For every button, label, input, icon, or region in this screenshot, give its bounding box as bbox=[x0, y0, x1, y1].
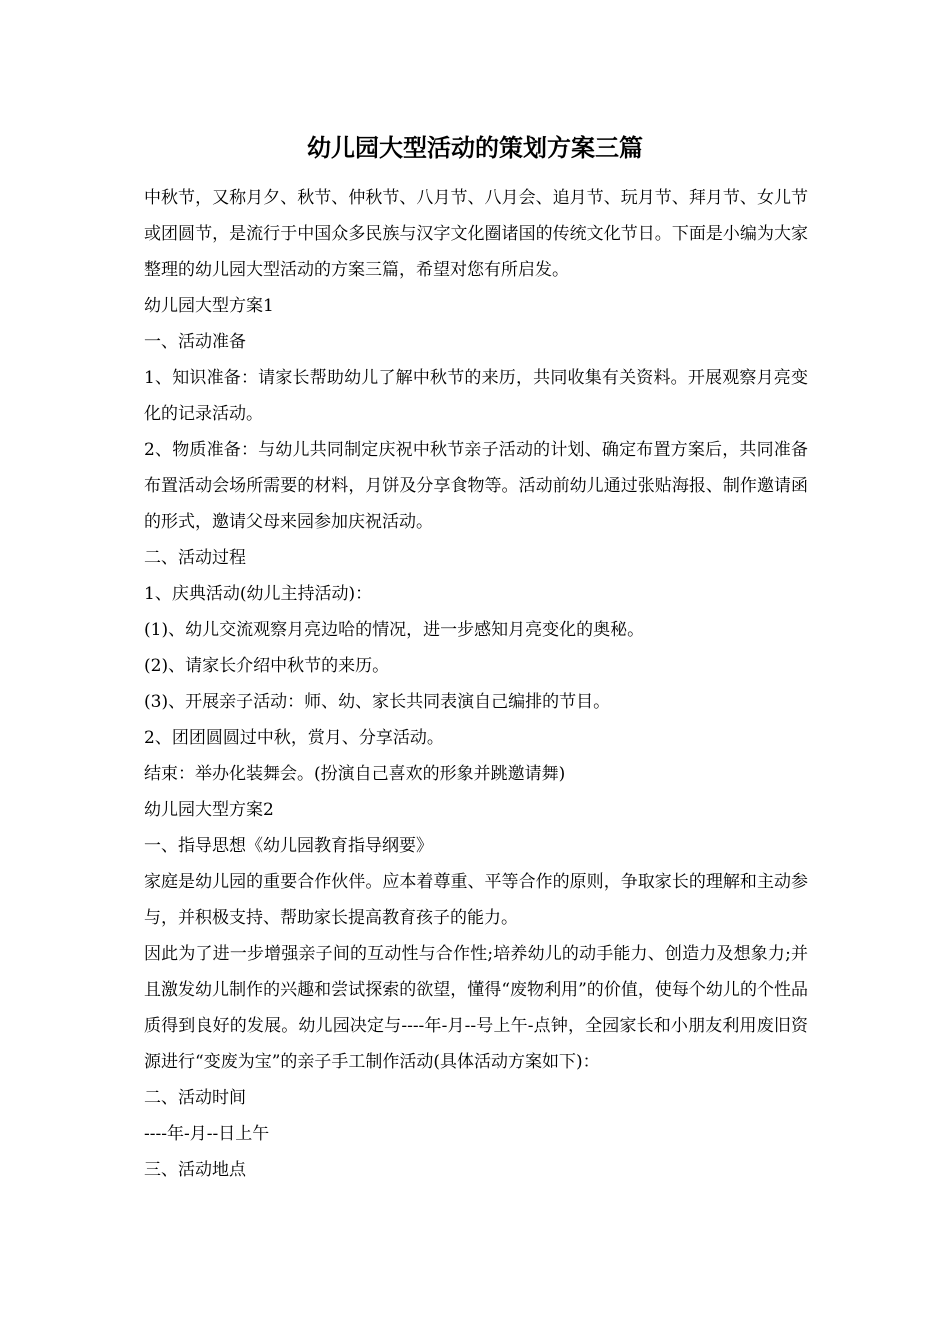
subsection-heading: 一、指导思想《幼儿园教育指导纲要》 bbox=[144, 836, 433, 856]
document-title: 幼儿园大型活动的策划方案三篇 bbox=[307, 133, 643, 162]
paragraph: 结束：举办化装舞会。(扮演自己喜欢的形象并跳邀请舞) bbox=[144, 764, 566, 784]
paragraph: ----年-月--日上午 bbox=[144, 1124, 270, 1144]
paragraph: 2、物质准备：与幼儿共同制定庆祝中秋节亲子活动的计划、确定布置方案后，共同准备布置活动会场所需要的材料，月饼及分享食物等。活动前幼儿通过张贴海报、制作邀请函的形式，邀请父母来园参加庆祝活动。 bbox=[144, 440, 808, 532]
paragraph: 1、庆典活动(幼儿主持活动)： bbox=[144, 584, 373, 604]
subsection-heading: 一、活动准备 bbox=[144, 332, 246, 352]
section-heading: 幼儿园大型方案2 bbox=[144, 800, 274, 820]
paragraph: 2、团团圆圆过中秋，赏月、分享活动。 bbox=[144, 728, 444, 748]
paragraph: (1)、幼儿交流观察月亮边哈的情况，进一步感知月亮变化的奥秘。 bbox=[144, 620, 645, 640]
subsection-heading: 三、活动地点 bbox=[144, 1160, 246, 1180]
subsection-heading: 二、活动时间 bbox=[144, 1088, 246, 1108]
intro-paragraph: 中秋节，又称月夕、秋节、仲秋节、八月节、八月会、追月节、玩月节、拜月节、女儿节或团圆节，是流行于中国众多民族与汉字文化圈诸国的传统文化节日。下面是小编为大家整理的幼儿园大型活动的方案三篇，希望对您有所启发。 bbox=[144, 188, 808, 280]
paragraph: 因此为了进一步增强亲子间的互动性与合作性;培养幼儿的动手能力、创造力及想象力;并且激发幼儿制作的兴趣和尝试探索的欲望，懂得“废物利用”的价值，使每个幼儿的个性品质得到良好的发展。幼儿园决定与----年-月--号上午-点钟，全园家长和小朋友利用废旧资源进行“变废为宝”的亲子手工制作活动(具体活动方案如下)： bbox=[144, 944, 808, 1072]
paragraph: (3)、开展亲子活动：师、幼、家长共同表演自己编排的节目。 bbox=[144, 692, 611, 712]
subsection-heading: 二、活动过程 bbox=[144, 548, 246, 568]
paragraph: 1、知识准备：请家长帮助幼儿了解中秋节的来历，共同收集有关资料。开展观察月亮变化的记录活动。 bbox=[144, 368, 808, 424]
paragraph: (2)、请家长介绍中秋节的来历。 bbox=[144, 656, 390, 676]
paragraph: 家庭是幼儿园的重要合作伙伴。应本着尊重、平等合作的原则，争取家长的理解和主动参与，并积极支持、帮助家长提高教育孩子的能力。 bbox=[144, 872, 808, 928]
section-heading: 幼儿园大型方案1 bbox=[144, 296, 274, 316]
document-body bbox=[144, 180, 808, 1188]
